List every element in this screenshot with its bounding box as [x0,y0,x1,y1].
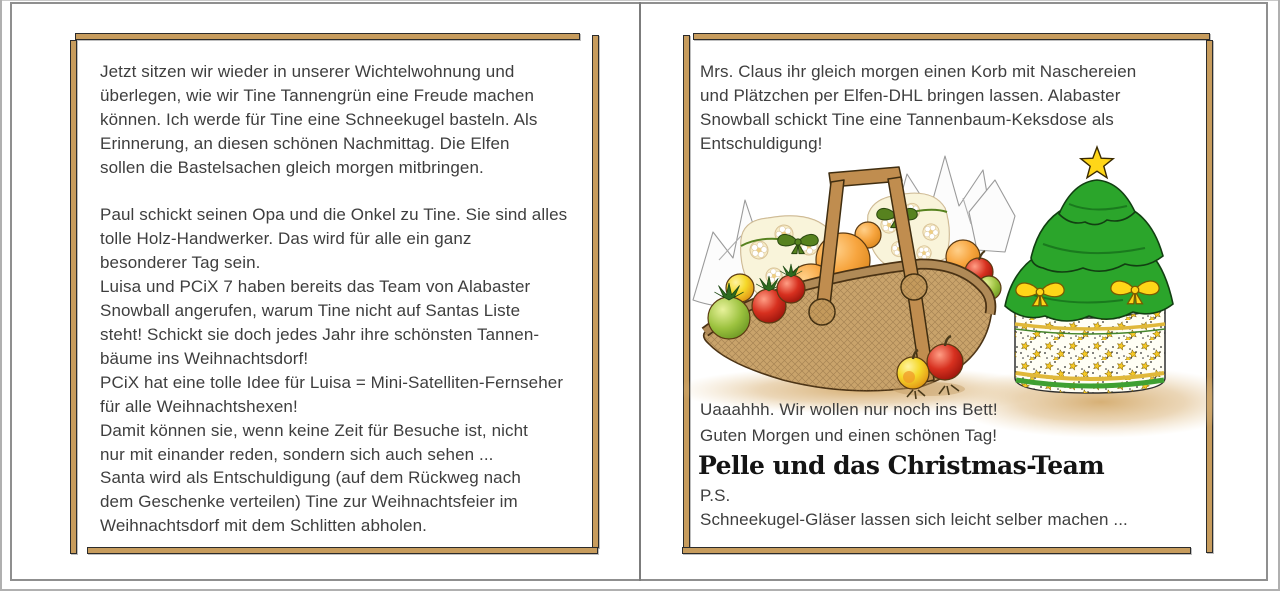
right-page-closing-text [700,397,998,449]
left-frame-bar-bottom [87,547,598,554]
text-line: Santa wird als Entschuldigung (auf dem Rückweg nach [100,468,521,488]
christmas-tree-cookie-jar [1005,147,1173,393]
left-frame-bar-left [70,40,77,554]
signature-line: Pelle und das Christmas-Team [698,451,1105,480]
text-line: nur mit einander reden, sondern sich auch sehen ... [100,444,494,464]
left-frame-bar-right [592,35,599,548]
tree-lid [1005,180,1173,321]
text-line: Damit können sie, wenn keine Zeit für Besuche ist, nicht [100,420,528,440]
left-page-text [100,60,567,538]
text-line: Weihnachtsdorf mit dem Schlitten abholen. [100,516,427,536]
page-divider [639,2,641,581]
text-line: besonderer Tag sein. [100,253,261,273]
text-line: Snowball schickt Tine eine Tannenbaum-Keksdose als [700,109,1114,129]
text-line: Snowball angerufen, warum Tine nicht auf Santas Liste [100,301,521,321]
left-frame-bar-top [75,33,580,40]
text-line: und Plätzchen per Elfen-DHL bringen lassen. Alabaster [700,85,1121,105]
text-line: können. Ich werde für Tine eine Schneekugel basteln. Als [100,109,538,129]
right-frame-bar-top [693,33,1210,40]
wicker-gift-basket [693,156,1015,391]
text-line: steht! Schickt sie doch jedes Jahr ihre schönsten Tannen- [100,324,540,344]
text-line: Guten Morgen und einen schönen Tag! [700,426,998,445]
text-line: PCiX hat eine tolle Idee für Luisa = Mini-Satelliten-Fernseher [100,372,564,392]
right-frame-bar-bottom [682,547,1191,554]
text-line: tolle Holz-Handwerker. Das wird für alle ein ganz [100,229,472,249]
text-line: sollen die Bastelsachen gleich morgen mitbringen. [100,157,484,177]
text-line: dem Geschenke verteilen) Tine zur Weihnachtsfeier im [100,492,518,512]
ps-line: Schneekugel-Gläser lassen sich leicht selber machen ... [700,510,1128,529]
text-line: bäume ins Weihnachtsdorf! [100,348,309,368]
text-line: Uaaahhh. Wir wollen nur noch ins Bett! [700,400,998,419]
text-line: Luisa und PCiX 7 haben bereits das Team von Alabaster [100,277,531,297]
text-line: Erinnerung, an diesen schönen Nachmittag. Die Elfen [100,133,510,153]
text-line: Mrs. Claus ihr gleich morgen einen Korb mit Naschereien [700,62,1137,81]
ps-label: P.S. [700,486,731,505]
text-line: für alle Weihnachtshexen! [100,396,298,416]
text-line: überlegen, wie wir Tine Tannengrün eine Freude machen [100,85,535,105]
text-line: Entschuldigung! [700,133,823,153]
window-edge-top [0,0,1280,1]
text-line: Jetzt sitzen wir wieder in unserer Wichtelwohnung und [100,62,515,81]
text-line [100,180,567,204]
window-edge-left [0,0,2,591]
gold-star-topper [1081,147,1113,178]
text-line: Paul schickt seinen Opa und die Onkel zu Tine. Sie sind alles [100,205,568,225]
